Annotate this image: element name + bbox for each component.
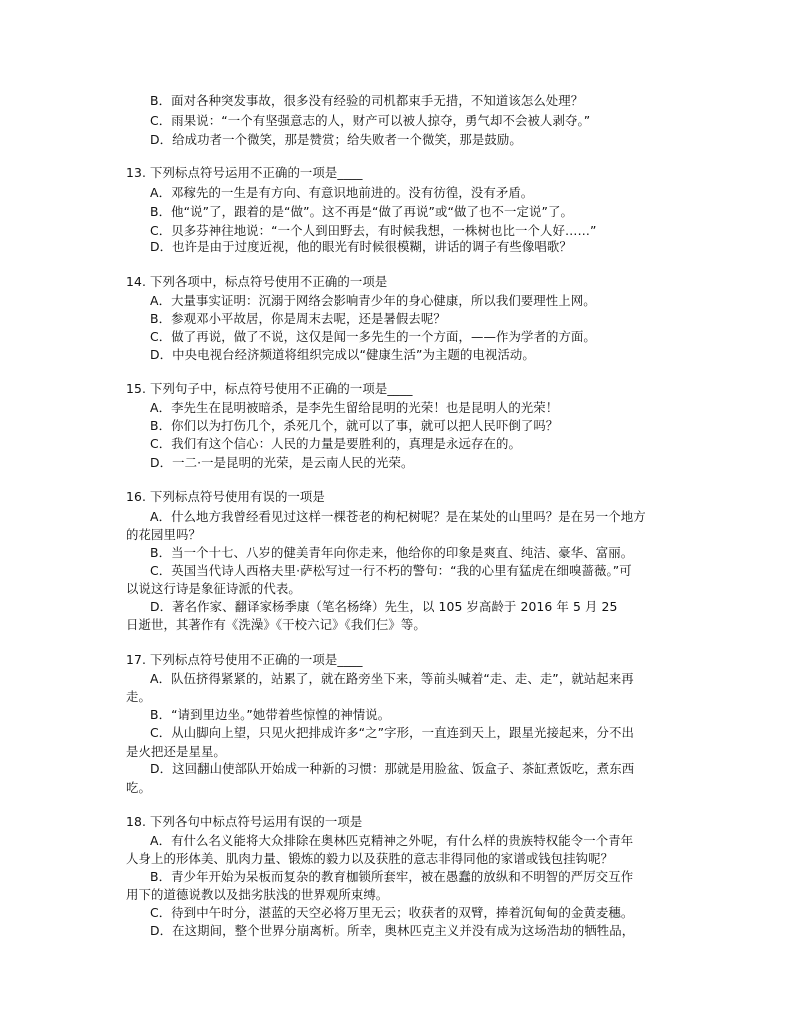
- question-18: 18. 下列各句中标点符号运用有误的一项是: [126, 814, 363, 829]
- option-a-continued: 走。: [126, 689, 151, 704]
- option-d: D．中央电视台经济频道将组织完成以“健康生活”为主题的电视活动。: [150, 347, 535, 362]
- option-b: B．你们以为打伤几个，杀死几个，就可以了事，就可以把人民吓倒了吗？: [150, 418, 559, 433]
- question-13: 13. 下列标点符号运用不正确的一项是____: [126, 165, 363, 180]
- option-a: A．队伍挤得紧紧的，站累了，就在路旁坐下来，等前头喊着“走、走、走”，就站起来再: [150, 671, 634, 686]
- option-d: D．著名作家、翻译家杨季康（笔名杨绛）先生，以 105 岁高龄于 2016 年 5 月 25: [150, 599, 618, 614]
- option-d-continued: 日逝世，其著作有《洗澡》《干校六记》《我们仨》等。: [126, 617, 426, 632]
- option-d: D．也许是由于过度近视，他的眼光有时候很模糊，讲话的调子有些像唱歌？: [150, 239, 572, 254]
- option-b: B．面对各种突发事故，很多没有经验的司机都束手无措，不知道该怎么处理？: [150, 93, 584, 108]
- option-a: A．有什么名义能将大众排除在奥林匹克精神之外呢，有什么样的贵族特权能令一个青年: [150, 833, 634, 848]
- option-b: B．参观邓小平故居，你是周末去呢，还是暑假去呢？: [150, 311, 446, 326]
- option-d: D．这回翻山使部队开始成一种新的习惯：那就是用脸盆、饭盒子、茶缸煮饭吃，煮东西: [150, 761, 635, 776]
- option-c-continued: 是火把还是星星。: [126, 744, 226, 759]
- option-a: A．邓稼先的一生是有方向、有意识地前进的。没有彷徨，没有矛盾。: [150, 185, 534, 200]
- option-c: C．英国当代诗人西格夫里·萨松写过一行不朽的警句：“我的心里有猛虎在细嗅蔷薇。”可: [150, 563, 632, 578]
- option-d: D．在这期间，整个世界分崩离析。所幸，奥林匹克主义并没有成为这场浩劫的牺牲品，: [150, 923, 635, 938]
- option-a-continued: 的花园里吗？: [126, 527, 201, 542]
- question-15: 15. 下列句子中，标点符号使用不正确的一项是____: [126, 381, 413, 396]
- option-a-continued: 人身上的形体美、肌肉力量、锻炼的毅力以及获胜的意志非得同他的家谱或钱包挂钩呢？: [126, 851, 614, 866]
- question-14: 14. 下列各项中，标点符号使用不正确的一项是: [126, 274, 388, 289]
- option-c: C．待到中午时分，湛蓝的天空必将万里无云；收获者的双臂，捧着沉甸甸的金黄麦穗。: [150, 905, 634, 920]
- option-b: B．“请到里边坐。”她带着些惊惶的神情说。: [150, 707, 391, 722]
- question-16: 16. 下列标点符号使用有误的一项是: [126, 489, 325, 504]
- option-b-continued: 用下的道德说教以及拙劣肤浅的世界观所束缚。: [126, 887, 389, 902]
- option-c: C．做了再说，做了不说，这仅是闻一多先生的一个方面，——作为学者的方面。: [150, 329, 596, 344]
- question-17: 17. 下列标点符号使用不正确的一项是____: [126, 652, 363, 667]
- option-c: C．从山脚向上望，只见火把排成许多“之”字形，一直连到天上，跟星光接起来，分不出: [150, 725, 634, 740]
- option-d: D．一二·一是昆明的光荣，是云南人民的光荣。: [150, 455, 414, 470]
- option-b: B．当一个十七、八岁的健美青年向你走来，他给你的印象是爽直、纯洁、豪华、富丽。: [150, 545, 634, 560]
- option-c: C．雨果说：“一个有坚强意志的人，财产可以被人掠夺，勇气却不会被人剥夺。”: [150, 113, 591, 128]
- option-c: C．贝多芬神往地说：“一个人到田野去，有时候我想，一株树也比一个人好……”: [150, 223, 597, 238]
- option-c-continued: 以说这行诗是象征诗派的代表。: [126, 581, 301, 596]
- option-a: A．李先生在昆明被暗杀，是李先生留给昆明的光荣！也是昆明人的光荣！: [150, 400, 559, 415]
- option-a: A．什么地方我曾经看见过这样一棵苍老的枸杞树呢？是在某处的山里吗？是在另一个地方: [150, 509, 646, 524]
- option-d: D．给成功者一个微笑，那是赞赏；给失败者一个微笑，那是鼓励。: [150, 132, 522, 147]
- option-c: C．我们有这个信心：人民的力量是要胜利的，真理是永远存在的。: [150, 436, 521, 451]
- option-a: A．大量事实证明：沉溺于网络会影响青少年的身心健康，所以我们要理性上网。: [150, 293, 596, 308]
- option-b: B．青少年开始为呆板而复杂的教育枷锁所套牢，被在愚蠢的放纵和不明智的严厉交互作: [150, 869, 634, 884]
- option-b: B．他“说”了，跟着的是“做”。这不再是“做了再说”或“做了也不一定说”了。: [150, 204, 573, 219]
- option-d-continued: 吃。: [126, 780, 151, 795]
